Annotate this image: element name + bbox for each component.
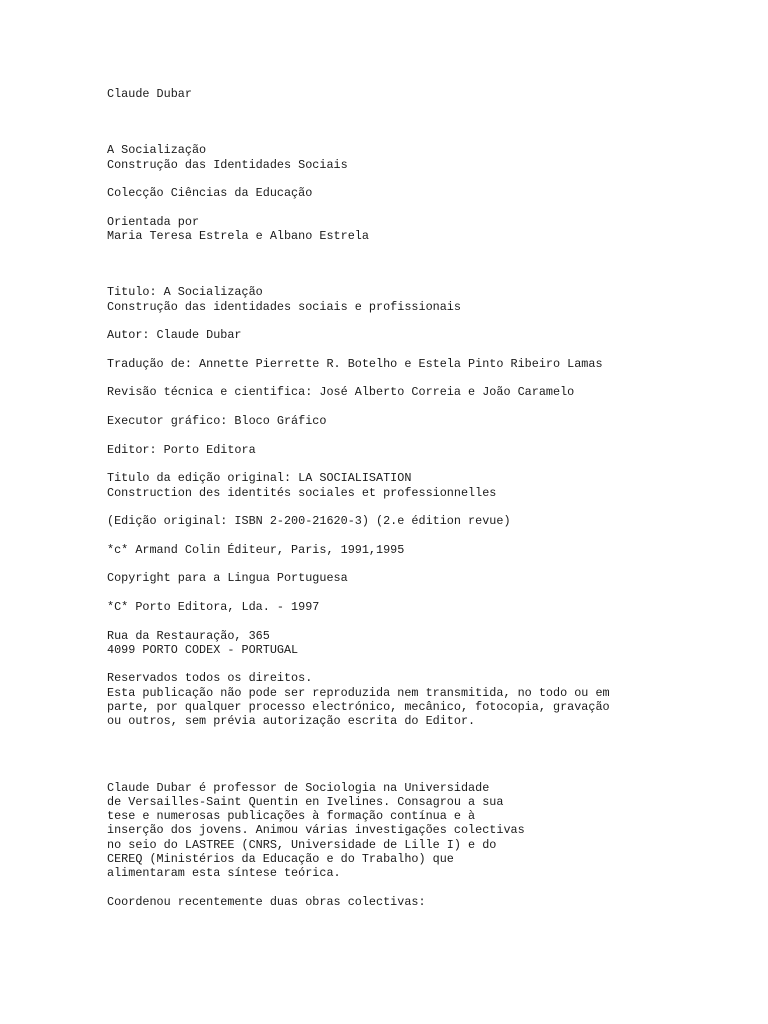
bio-line: CEREQ (Ministérios da Educação e do Trabalho) que [107,852,454,867]
bio-line: Claude Dubar é professor de Sociologia na Universidade [107,780,490,795]
author-header: Claude Dubar [107,87,192,101]
closing-line: Coordenou recentemente duas obras colectivas: [107,894,426,909]
bio-line: no seio do LASTREE (CNRS, Universidade de Lille I) e do [107,837,497,852]
rights-line: ou outros, sem prévia autorização escrita do Editor. [107,714,476,729]
document-page [107,87,727,909]
original-title-subtitle: Construction des identités sociales et professionnelles [107,485,497,500]
collection-name: Colecção Ciências da Educação [107,186,313,201]
original-edition: (Edição original: ISBN 2-200-21620-3) (2.e édition revue) [107,514,511,529]
bio-line: alimentaram esta síntese teórica. [107,866,341,881]
directed-names: Maria Teresa Estrela e Albano Estrela [107,229,369,244]
copyright-portuguese: Copyright para a Lingua Portuguesa [107,571,348,586]
address-street: Rua da Restauração, 365 [107,628,270,643]
credit-title-subtitle: Construção das identidades sociais e profissionais [107,299,461,314]
credit-translation: Tradução de: Annette Pierrette R. Botelho e Estela Pinto Ribeiro Lamas [107,356,603,371]
address-city: 4099 PORTO CODEX - PORTUGAL [107,642,299,657]
book-title: A Socialização [107,143,207,158]
copyright-porto: *C* Porto Editora, Lda. - 1997 [107,599,320,614]
copyright-original: *c* Armand Colin Éditeur, Paris, 1991,1995 [107,542,405,557]
credit-title: Titulo: A Socialização [107,285,263,300]
rights-line: Esta publicação não pode ser reproduzida nem transmitida, no todo ou em [107,685,610,700]
bio-line: tese e numerosas publicações à formação contínua e à [107,809,476,824]
bio-line: de Versailles-Saint Quentin en Ivelines. Consagrou a sua [107,794,504,809]
book-subtitle: Construção das Identidades Sociais [107,157,348,172]
credit-revision: Revisão técnica e cientifica: José Alberto Correia e João Caramelo [107,385,575,400]
rights-line: Reservados todos os direitos. [107,671,313,686]
credit-author: Autor: Claude Dubar [107,328,242,343]
directed-label: Orientada por [107,214,200,229]
credit-publisher: Editor: Porto Editora [107,442,256,457]
credit-graphic: Executor gráfico: Bloco Gráfico [107,414,327,429]
rights-line: parte, por qualquer processo electrónico, mecânico, fotocopia, gravação [107,699,610,714]
original-title: Titulo da edição original: LA SOCIALISATION [107,471,412,486]
bio-line: inserção dos jovens. Animou várias investigações colectivas [107,823,525,838]
